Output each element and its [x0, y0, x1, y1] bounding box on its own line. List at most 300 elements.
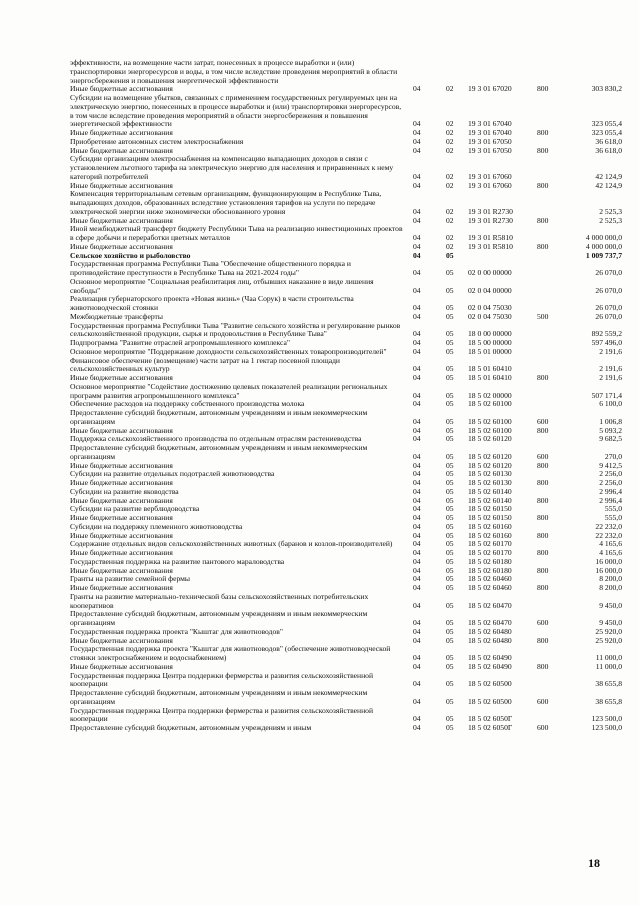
- section-code: 04: [413, 84, 421, 94]
- amount: 9 450,0: [599, 600, 622, 610]
- section-code: 04: [413, 250, 421, 260]
- target-article-code: 18 5 02 60150: [468, 513, 512, 522]
- row-name: эффективности, на возмещение части затрат, понесенных в процессе выработки и (или) транспортировки энергоресурсов и воды, в том числе вследствие проведения мероприятий в области энергосбережения и повышения энергетической эффективности: [70, 58, 398, 85]
- expense-type-code: 800: [537, 425, 549, 435]
- section-code: 04: [413, 556, 421, 566]
- subsection-code: 02: [446, 180, 454, 190]
- table-row: [70, 672, 622, 690]
- table-row: [70, 278, 622, 296]
- amount: 555,0: [604, 504, 622, 514]
- row-name: Государственная поддержка проекта "Кыштаг для животноводов": [70, 626, 283, 636]
- section-code: 04: [413, 574, 421, 584]
- section-code: 04: [413, 521, 421, 531]
- expense-type-code: 800: [537, 565, 549, 575]
- section-code: 04: [413, 399, 421, 409]
- expense-type-code: 800: [537, 495, 549, 505]
- table-row: [70, 724, 622, 733]
- target-article-code: 18 5 02 60460: [468, 583, 512, 592]
- expense-type-code: 800: [537, 530, 549, 540]
- section-code: 04: [413, 434, 421, 444]
- subsection-code: 05: [446, 530, 454, 540]
- target-article-code: 18 5 02 60500: [468, 696, 512, 706]
- subsection-code: 05: [446, 600, 454, 610]
- row-name: Иные бюджетные ассигнования: [70, 460, 173, 470]
- table-row: [70, 260, 622, 278]
- row-name: Субсидии на развитие яководства: [70, 486, 179, 496]
- expense-type-code: 800: [537, 241, 549, 251]
- section-code: 04: [413, 714, 421, 724]
- section-code: 04: [413, 136, 421, 146]
- subsection-code: 02: [446, 241, 454, 251]
- subsection-code: 02: [446, 206, 454, 216]
- subsection-code: 05: [446, 618, 454, 627]
- target-article-code: 18 5 02 6050Г: [468, 714, 513, 724]
- section-code: 04: [413, 364, 421, 374]
- section-code: 04: [413, 416, 421, 426]
- table-row: [70, 444, 622, 462]
- target-article-code: 19 3 01 R5810: [468, 241, 513, 251]
- row-name: Иной межбюджетный трансферт бюджету Республики Тыва на реализацию инвестиционных проектов в сфере добычи и переработки цветных металлов: [70, 224, 403, 242]
- row-name: Реализация губернаторского проекта «Новая жизнь» (Чаа Сорук) в части строительства животноводческой стоянки: [70, 294, 354, 312]
- expense-type-code: 600: [537, 696, 549, 706]
- target-article-code: 18 5 02 60140: [468, 486, 512, 496]
- subsection-code: 05: [446, 574, 454, 584]
- amount: 5 093,2: [599, 425, 622, 435]
- target-article-code: 19 3 01 67020: [468, 84, 512, 94]
- row-name: Компенсация территориальным сетевым организациям, функционирующим в Республике Тыва, выпадающих доходов, образованных вследствие установления тарифов на услуги по передаче электрической энергии ниже экономически обоснованного уровня: [70, 189, 382, 216]
- row-name: Гранты на развитие материально-технической базы сельскохозяйственных потребительских кооперативов: [70, 591, 369, 610]
- row-name: Гранты на развитие семейной фермы: [70, 574, 191, 584]
- target-article-code: 19 3 01 67050: [468, 136, 512, 146]
- section-code: 04: [413, 145, 421, 155]
- section-code: 04: [413, 303, 421, 312]
- subsection-code: 05: [446, 696, 454, 706]
- row-name: Иные бюджетные ассигнования: [70, 425, 173, 435]
- row-name: Иные бюджетные ассигнования: [70, 583, 173, 592]
- amount: 323 055,4: [591, 119, 622, 129]
- target-article-code: 18 5 02 60100: [468, 425, 512, 435]
- subsection-code: 05: [446, 285, 454, 295]
- amount: 25 920,0: [595, 635, 622, 645]
- row-name: Иные бюджетные ассигнования: [70, 548, 173, 557]
- target-article-code: 19 3 01 67060: [468, 180, 512, 190]
- row-name: Иные бюджетные ассигнования: [70, 128, 173, 137]
- row-name: Субсидии на развитие отдельных подотраслей животноводства: [70, 469, 275, 479]
- target-article-code: 18 5 02 60130: [468, 478, 512, 487]
- table-row: [70, 295, 622, 313]
- section-code: 04: [413, 119, 421, 129]
- row-name: Государственная поддержка Центра поддержки фермерства и развития сельскохозяйственной кооперации: [70, 670, 374, 689]
- row-name: Субсидии на развитие верблюдоводства: [70, 504, 200, 514]
- amount: 42 124,9: [595, 171, 622, 181]
- row-name: Финансовое обеспечение (возмещение) части затрат на 1 гектар посевной площади сельскохозяйственных культур: [70, 355, 340, 374]
- table-row: [70, 155, 622, 181]
- expense-type-code: 800: [537, 460, 549, 470]
- section-code: 04: [413, 180, 421, 190]
- target-article-code: 19 3 01 67040: [468, 128, 512, 137]
- row-name: Предоставление субсидий бюджетным, автономным учреждениям и иным некоммерческим организациям: [70, 443, 368, 461]
- amount: 26 070,0: [595, 268, 622, 277]
- subsection-code: 02: [446, 136, 454, 146]
- table-row: [70, 225, 622, 243]
- expense-type-code: 500: [537, 311, 549, 321]
- amount: 8 200,0: [599, 583, 622, 592]
- subsection-code: 05: [446, 521, 454, 531]
- subsection-code: 05: [446, 478, 454, 487]
- expense-type-code: 800: [537, 180, 549, 190]
- target-article-code: 18 5 02 60170: [468, 539, 512, 549]
- amount: 2 996,4: [599, 486, 622, 496]
- row-name: Предоставление субсидий бюджетным, автономным учреждениям и иным: [70, 723, 312, 732]
- amount: 2 525,3: [599, 215, 622, 225]
- row-name: Обеспечение расходов на поддержку собственного производства молока: [70, 399, 305, 409]
- amount: 2 525,3: [599, 206, 622, 216]
- row-name: Иные бюджетные ассигнования: [70, 565, 173, 575]
- target-article-code: 18 5 02 60490: [468, 661, 512, 671]
- row-name: Предоставление субсидий бюджетным, автономным учреждениям и иным некоммерческим организациям: [70, 609, 368, 627]
- target-article-code: 18 5 02 60490: [468, 653, 512, 662]
- amount: 42 124,9: [595, 180, 622, 190]
- expense-type-code: 600: [537, 451, 549, 461]
- row-name: Предоставление субсидий бюджетным, автономным учреждениям и иным некоммерческим организациям: [70, 688, 368, 706]
- row-name: Иные бюджетные ассигнования: [70, 635, 173, 645]
- amount: 11 000,0: [595, 653, 622, 662]
- target-article-code: 18 5 02 60470: [468, 600, 512, 610]
- target-article-code: 18 5 02 60480: [468, 626, 512, 636]
- table-row: [70, 59, 622, 85]
- section-code: 04: [413, 530, 421, 540]
- expense-type-code: 800: [537, 513, 549, 522]
- subsection-code: 05: [446, 486, 454, 496]
- target-article-code: 18 5 02 60150: [468, 504, 512, 514]
- section-code: 04: [413, 696, 421, 706]
- row-codes: [70, 724, 622, 733]
- section-code: 04: [413, 233, 421, 242]
- expense-type-code: 800: [537, 373, 549, 382]
- expense-type-code: 800: [537, 145, 549, 155]
- row-name: Межбюджетные трансферты: [70, 311, 163, 321]
- subsection-code: 05: [446, 399, 454, 409]
- target-article-code: 02 0 04 00000: [468, 285, 512, 295]
- row-name: Государственная поддержка Центра поддержки фермерства и развития сельскохозяйственной кооперации: [70, 705, 374, 724]
- row-name: Иные бюджетные ассигнования: [70, 478, 173, 487]
- row-name: Иные бюджетные ассигнования: [70, 530, 173, 540]
- section-code: 04: [413, 311, 421, 321]
- subsection-code: 05: [446, 373, 454, 382]
- section-code: 04: [413, 469, 421, 479]
- amount: 8 200,0: [599, 574, 622, 584]
- subsection-code: 05: [446, 250, 454, 260]
- subsection-code: 05: [446, 714, 454, 724]
- target-article-code: 18 5 02 60120: [468, 434, 512, 444]
- section-code: 04: [413, 723, 421, 732]
- target-article-code: 18 5 02 60480: [468, 635, 512, 645]
- subsection-code: 05: [446, 565, 454, 575]
- target-article-code: 19 3 01 R5810: [468, 233, 513, 242]
- section-code: 04: [413, 583, 421, 592]
- amount: 36 618,0: [595, 145, 622, 155]
- section-code: 04: [413, 504, 421, 514]
- target-article-code: 18 5 02 60130: [468, 469, 512, 479]
- target-article-code: 18 5 02 60500: [468, 679, 512, 689]
- row-name: Иные бюджетные ассигнования: [70, 373, 173, 382]
- expense-type-code: 800: [537, 215, 549, 225]
- amount: 16 000,0: [595, 565, 622, 575]
- row-name: Основное мероприятие "Содействие достижению целевых показателей реализации региональных программ развития агропромышленного комплекса": [70, 381, 388, 400]
- subsection-code: 05: [446, 364, 454, 374]
- subsection-code: 05: [446, 425, 454, 435]
- target-article-code: 18 5 02 60180: [468, 556, 512, 566]
- row-name: Иные бюджетные ассигнования: [70, 180, 173, 190]
- target-article-code: 02 0 00 00000: [468, 268, 512, 277]
- target-article-code: 18 5 02 60140: [468, 495, 512, 505]
- expense-type-code: 800: [537, 84, 549, 94]
- section-code: 04: [413, 329, 421, 339]
- expense-type-code: 800: [537, 478, 549, 487]
- section-code: 04: [413, 661, 421, 671]
- row-name: Иные бюджетные ассигнования: [70, 145, 173, 155]
- section-code: 04: [413, 513, 421, 522]
- section-code: 04: [413, 539, 421, 549]
- subsection-code: 05: [446, 434, 454, 444]
- subsection-code: 02: [446, 128, 454, 137]
- expense-type-code: 600: [537, 723, 549, 732]
- row-name: Иные бюджетные ассигнования: [70, 495, 173, 505]
- section-code: 04: [413, 425, 421, 435]
- section-code: 04: [413, 346, 421, 356]
- table-row: [70, 593, 622, 611]
- section-code: 04: [413, 451, 421, 461]
- table-row: [70, 357, 622, 375]
- table-row: [70, 409, 622, 427]
- amount: 9 682,5: [599, 434, 622, 444]
- section-code: 04: [413, 495, 421, 505]
- subsection-code: 05: [446, 661, 454, 671]
- amount: 1 006,8: [599, 416, 622, 426]
- subsection-code: 05: [446, 679, 454, 689]
- amount: 22 232,0: [595, 521, 622, 531]
- row-name: Субсидии на возмещение убытков, связанных с применением государственных регулируемых цен на электрическую энергию, понесенных в процессе выработки и (или) транспортировки энергоресурсов, в том числе вследствие проведения мероприятий в области энергосбережения и повышения энергетической эффективности: [70, 93, 402, 129]
- row-name: Субсидии организациям электроснабжения на компенсацию выпадающих доходов в связи с установлением льготного тарифа на электрическую энергию для населения и приравненных к нему категорий потребителей: [70, 154, 394, 181]
- table-row: [70, 610, 622, 628]
- row-name: Содержание отдельных видов сельскохозяйственных животных (баранов и козлов-производителей): [70, 539, 393, 549]
- section-code: 04: [413, 679, 421, 689]
- subsection-code: 05: [446, 513, 454, 522]
- amount: 26 070,0: [595, 311, 622, 321]
- amount: 16 000,0: [595, 556, 622, 566]
- section-code: 04: [413, 653, 421, 662]
- section-code: 04: [413, 171, 421, 181]
- subsection-code: 02: [446, 215, 454, 225]
- target-article-code: 18 0 00 00000: [468, 329, 512, 339]
- subsection-code: 02: [446, 145, 454, 155]
- section-code: 04: [413, 618, 421, 627]
- target-article-code: 02 0 04 75030: [468, 303, 512, 312]
- row-name: Иные бюджетные ассигнования: [70, 513, 173, 522]
- target-article-code: 18 5 02 60170: [468, 548, 512, 557]
- subsection-code: 05: [446, 539, 454, 549]
- row-name: Иные бюджетные ассигнования: [70, 84, 173, 94]
- subsection-code: 05: [446, 504, 454, 514]
- target-article-code: 18 5 01 00000: [468, 346, 512, 356]
- target-article-code: 18 5 02 00000: [468, 390, 512, 400]
- target-article-code: 18 5 02 60470: [468, 618, 512, 627]
- expense-type-code: 600: [537, 416, 549, 426]
- row-name: Сельское хозяйство и рыболовство: [70, 250, 191, 260]
- amount: 4 000 000,0: [585, 241, 622, 251]
- amount: 303 830,2: [591, 84, 622, 94]
- subsection-code: 05: [446, 346, 454, 356]
- subsection-code: 05: [446, 338, 454, 347]
- amount: 2 996,4: [599, 495, 622, 505]
- amount: 1 009 737,7: [585, 250, 622, 260]
- target-article-code: 19 3 01 R2730: [468, 206, 513, 216]
- amount: 892 559,2: [591, 329, 622, 339]
- amount: 2 256,0: [599, 469, 622, 479]
- target-article-code: 18 5 02 60100: [468, 416, 512, 426]
- row-name: Государственная поддержка проекта "Кыштаг для животноводов" (обеспечение животноводческой стоянки электроснабжением и водоснабжением): [70, 644, 391, 662]
- amount: 123 500,0: [591, 723, 622, 732]
- target-article-code: 18 5 02 60460: [468, 574, 512, 584]
- subsection-code: 05: [446, 303, 454, 312]
- budget-table: [70, 59, 622, 733]
- subsection-code: 05: [446, 460, 454, 470]
- subsection-code: 05: [446, 626, 454, 636]
- section-code: 04: [413, 215, 421, 225]
- amount: 4 165,6: [599, 548, 622, 557]
- row-name: Субсидии на поддержку племенного животноводства: [70, 521, 243, 531]
- subsection-code: 05: [446, 548, 454, 557]
- target-article-code: 19 3 01 67040: [468, 119, 512, 129]
- section-code: 04: [413, 241, 421, 251]
- section-code: 04: [413, 206, 421, 216]
- subsection-code: 02: [446, 233, 454, 242]
- table-row: [70, 190, 622, 216]
- target-article-code: 18 5 02 60160: [468, 530, 512, 540]
- row-name: Иные бюджетные ассигнования: [70, 215, 173, 225]
- section-code: 04: [413, 478, 421, 487]
- table-row: [70, 707, 622, 725]
- target-article-code: 19 3 01 R2730: [468, 215, 513, 225]
- subsection-code: 05: [446, 329, 454, 339]
- page-number: 18: [588, 856, 600, 870]
- amount: 597 496,0: [591, 338, 622, 347]
- table-row: [70, 689, 622, 707]
- subsection-code: 05: [446, 653, 454, 662]
- target-article-code: 18 5 02 60160: [468, 521, 512, 531]
- amount: 123 500,0: [591, 714, 622, 724]
- target-article-code: 18 5 02 60180: [468, 565, 512, 575]
- subsection-code: 05: [446, 451, 454, 461]
- target-article-code: 19 3 01 67050: [468, 145, 512, 155]
- amount: 9 450,0: [599, 618, 622, 627]
- section-code: 04: [413, 548, 421, 557]
- row-name: Основное мероприятие "Социальная реабилитация лиц, отбывших наказание в виде лишения свободы": [70, 276, 374, 295]
- row-name: Государственная поддержка на развитие пантового мараловодства: [70, 556, 285, 566]
- amount: 36 618,0: [595, 136, 622, 146]
- table-row: [70, 322, 622, 340]
- amount: 4 000 000,0: [585, 233, 622, 242]
- subsection-code: 05: [446, 635, 454, 645]
- subsection-code: 05: [446, 311, 454, 321]
- amount: 2 256,0: [599, 478, 622, 487]
- target-article-code: 02 0 04 75030: [468, 311, 512, 321]
- amount: 2 191,6: [599, 346, 622, 356]
- subsection-code: 05: [446, 583, 454, 592]
- subsection-code: 05: [446, 268, 454, 277]
- amount: 22 232,0: [595, 530, 622, 540]
- expense-type-code: 600: [537, 618, 549, 627]
- table-row: [70, 383, 622, 401]
- amount: 555,0: [604, 513, 622, 522]
- section-code: 04: [413, 373, 421, 382]
- subsection-code: 05: [446, 556, 454, 566]
- expense-type-code: 800: [537, 128, 549, 137]
- section-code: 04: [413, 460, 421, 470]
- row-name: Основное мероприятие "Поддержание доходности сельскохозяйственных товаропроизводителей": [70, 346, 387, 356]
- section-code: 04: [413, 338, 421, 347]
- subsection-code: 02: [446, 119, 454, 129]
- row-name: Иные бюджетные ассигнования: [70, 661, 173, 671]
- target-article-code: 19 3 01 67060: [468, 171, 512, 181]
- section-code: 04: [413, 565, 421, 575]
- section-code: 04: [413, 600, 421, 610]
- row-name: Приобретение автономных систем электроснабжения: [70, 136, 244, 146]
- amount: 38 655,8: [595, 679, 622, 689]
- section-code: 04: [413, 128, 421, 137]
- section-code: 04: [413, 268, 421, 277]
- subsection-code: 05: [446, 495, 454, 505]
- target-article-code: 18 5 01 60410: [468, 373, 512, 382]
- subsection-code: 05: [446, 416, 454, 426]
- target-article-code: 18 5 00 00000: [468, 338, 512, 347]
- section-code: 04: [413, 635, 421, 645]
- subsection-code: 05: [446, 390, 454, 400]
- expense-type-code: 800: [537, 635, 549, 645]
- subsection-code: 05: [446, 723, 454, 732]
- expense-type-code: 800: [537, 661, 549, 671]
- section-code: 04: [413, 285, 421, 295]
- section-code: 04: [413, 486, 421, 496]
- amount: 2 191,6: [599, 364, 622, 374]
- row-name: Государственная программа Республики Тыва "Обеспечение общественного порядка и противодействие преступности в Республике Тыва на 2021-2024 годы": [70, 259, 351, 277]
- subsection-code: 05: [446, 469, 454, 479]
- amount: 4 165,6: [599, 539, 622, 549]
- section-code: 04: [413, 390, 421, 400]
- amount: 2 191,6: [599, 373, 622, 382]
- amount: 270,0: [604, 451, 622, 461]
- subsection-code: 02: [446, 171, 454, 181]
- expense-type-code: 800: [537, 583, 549, 592]
- section-code: 04: [413, 626, 421, 636]
- amount: 6 100,0: [599, 399, 622, 409]
- amount: 9 412,5: [599, 460, 622, 470]
- amount: 26 070,0: [595, 303, 622, 312]
- target-article-code: 18 5 02 60120: [468, 451, 512, 461]
- row-name: Поддержка сельскохозяйственного производства по отдельным отраслям растениеводства: [70, 434, 362, 444]
- row-name: Подпрограмма "Развитие отраслей агропромышленного комплекса": [70, 338, 290, 347]
- target-article-code: 18 5 02 6050Г: [468, 723, 513, 732]
- table-row: [70, 94, 622, 129]
- row-name: Государственная программа Республики Тыва "Развитие сельского хозяйства и регулирование рынков сельскохозяйственной продукции, сырья и продовольствия в Республике Тыва": [70, 320, 401, 339]
- subsection-code: 02: [446, 84, 454, 94]
- row-name: Предоставление субсидий бюджетным, автономным учреждениям и иным некоммерческим организациям: [70, 408, 368, 426]
- row-name: Иные бюджетные ассигнования: [70, 241, 173, 251]
- amount: 507 171,4: [591, 390, 622, 400]
- amount: 323 055,4: [591, 128, 622, 137]
- target-article-code: 18 5 02 60100: [468, 399, 512, 409]
- amount: 11 000,0: [595, 661, 622, 671]
